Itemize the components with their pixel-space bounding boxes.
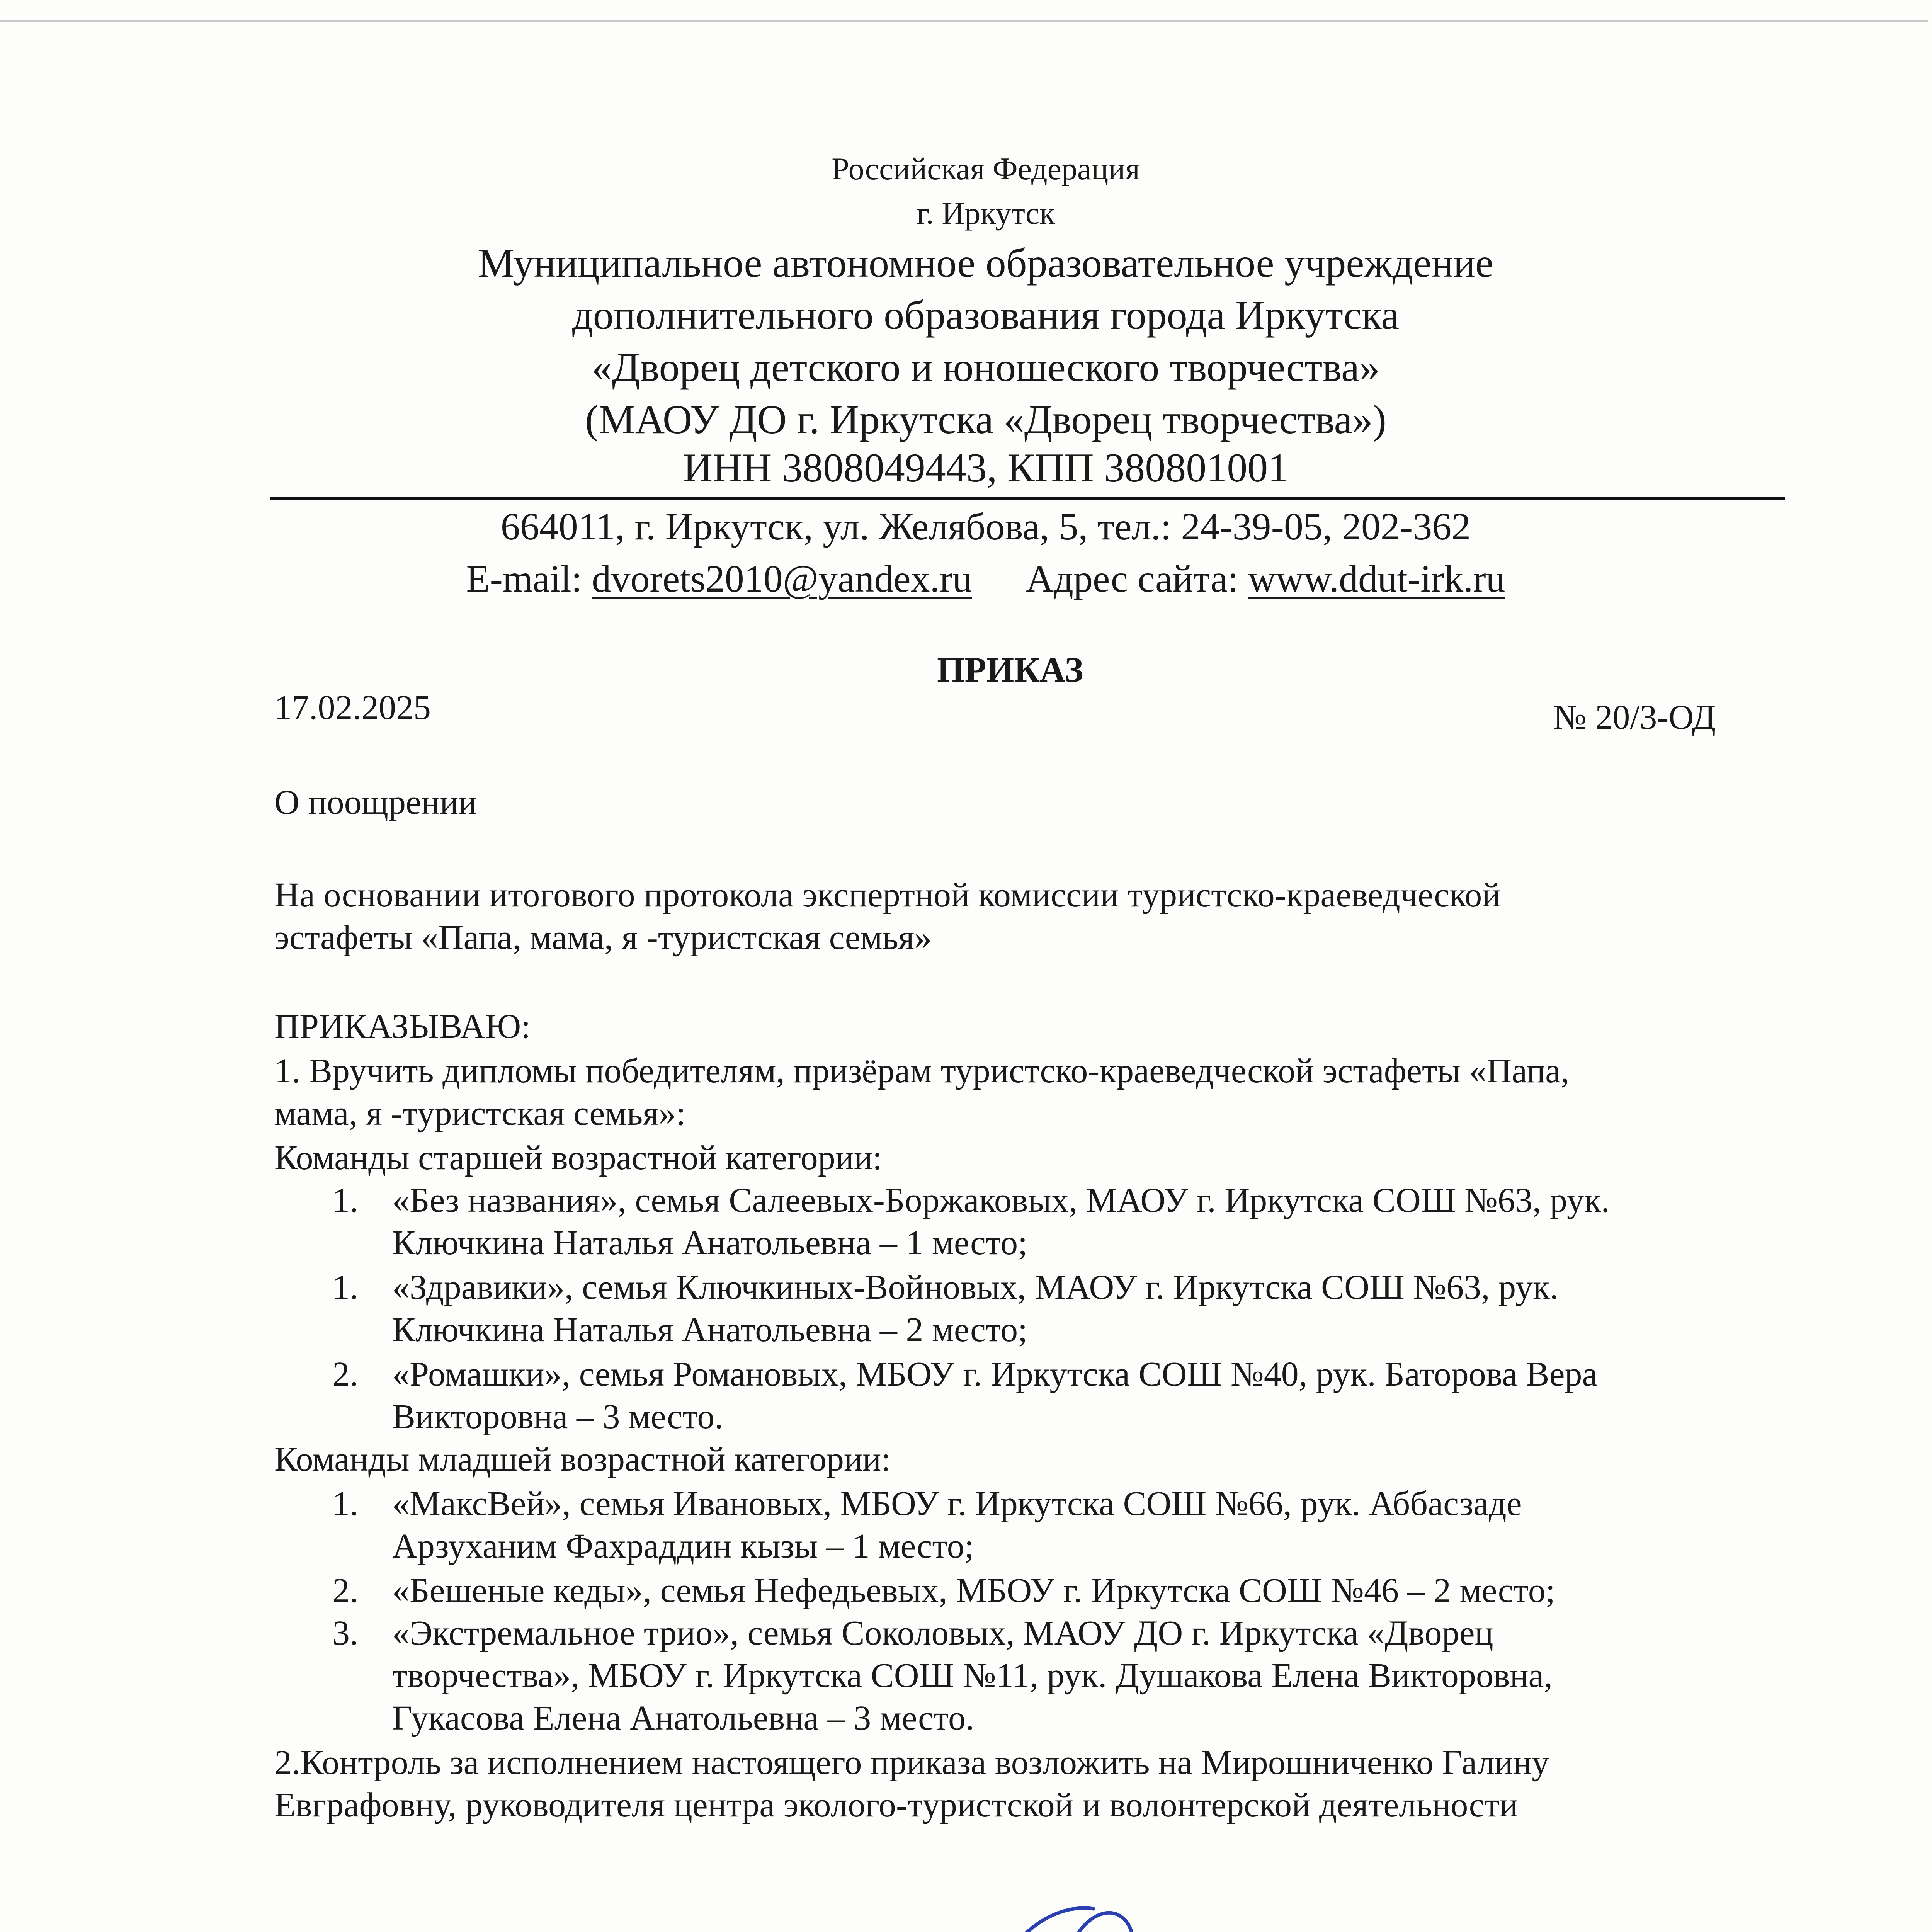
site-link[interactable]: www.ddut-irk.ru	[1248, 557, 1505, 600]
header-contacts	[0, 556, 1932, 601]
list-number: 1.	[332, 1268, 359, 1306]
header-divider	[270, 497, 1785, 500]
list-text: «Экстремальное трио», семья Соколовых, МАОУ ДО г. Иркутска «Дворец	[392, 1614, 1493, 1652]
list-text: творчества», МБОУ г. Иркутска СОШ №11, рук. Душакова Елена Викторовна,	[392, 1656, 1553, 1695]
list-text: «Бешеные кеды», семья Нефедьевых, МБОУ г. Иркутска СОШ №46 – 2 место;	[392, 1571, 1555, 1610]
basis-line2: эстафеты «Папа, мама, я -туристская семья»	[274, 918, 932, 957]
list-text: Викторовна – 3 место.	[392, 1398, 723, 1436]
list-number: 3.	[332, 1614, 359, 1652]
doc-date: 17.02.2025	[274, 689, 431, 727]
header-org-line2: дополнительного образования города Иркутска	[572, 293, 1400, 338]
list-number: 2.	[332, 1571, 359, 1610]
doc-title: ПРИКАЗ	[937, 650, 1083, 689]
header-city: г. Иркутск	[916, 196, 1055, 231]
p1-line1: 1. Вручить дипломы победителям, призёрам туристско-краеведческой эстафеты «Папа,	[274, 1052, 1570, 1090]
order-word: ПРИКАЗЫВАЮ:	[274, 1007, 531, 1046]
header-inn-kpp: ИНН 3808049443, КПП 380801001	[683, 445, 1289, 490]
list-number: 1.	[332, 1485, 359, 1523]
scan-edge-line	[0, 20, 1928, 22]
site-label: Адрес сайта:	[1026, 557, 1238, 600]
p2-line2: Евграфовну, руководителя центра эколого-туристской и волонтерской деятельности	[274, 1786, 1519, 1824]
list-number: 1.	[332, 1181, 359, 1219]
header-org-line1: Муниципальное автономное образовательное учреждение	[478, 240, 1494, 286]
list-text: «МаксВей», семья Ивановых, МБОУ г. Иркутска СОШ №66, рук. Аббасзаде	[392, 1485, 1522, 1523]
list-text: Ключкина Наталья Анатольевна – 1 место;	[392, 1224, 1028, 1262]
list-text: Арзуханим Фахраддин кызы – 1 место;	[392, 1527, 974, 1565]
header-org-line3: «Дворец детского и юношеского творчества»	[591, 345, 1380, 390]
header-org-short: (МАОУ ДО г. Иркутска «Дворец творчества»)	[585, 397, 1386, 442]
list-text: Гукасова Елена Анатольевна – 3 место.	[392, 1699, 975, 1737]
p2-line1: 2.Контроль за исполнением настоящего приказа возложить на Мирошниченко Галину	[274, 1743, 1549, 1782]
header-country: Российская Федерация	[832, 151, 1140, 186]
basis-line1: На основании итогового протокола экспертной комиссии туристско-краеведческой	[274, 876, 1501, 914]
list-text: Ключкина Наталья Анатольевна – 2 место;	[392, 1311, 1028, 1349]
p1-line2: мама, я -туристская семья»:	[274, 1094, 686, 1133]
director-signature-icon	[947, 1893, 1179, 1932]
list-text: «Здравики», семья Ключкиных-Войновых, МАОУ г. Иркутска СОШ №63, рук.	[392, 1268, 1559, 1306]
header-address: 664011, г. Иркутск, ул. Желябова, 5, тел.: 24-39-05, 202-362	[500, 505, 1471, 548]
senior-heading: Команды старшей возрастной категории:	[274, 1139, 883, 1177]
email-label: E-mail:	[466, 557, 582, 600]
doc-number: № 20/3-ОД	[1553, 698, 1716, 736]
junior-heading: Команды младшей возрастной категории:	[274, 1440, 891, 1478]
doc-subject: О поощрении	[274, 783, 477, 821]
email-link[interactable]: dvorets2010@yandex.ru	[592, 557, 972, 600]
list-text: «Ромашки», семья Романовых, МБОУ г. Иркутска СОШ №40, рук. Баторова Вера	[392, 1355, 1598, 1393]
list-number: 2.	[332, 1355, 359, 1393]
list-text: «Без названия», семья Салеевых-Боржаковых, МАОУ г. Иркутска СОШ №63, рук.	[392, 1181, 1610, 1219]
